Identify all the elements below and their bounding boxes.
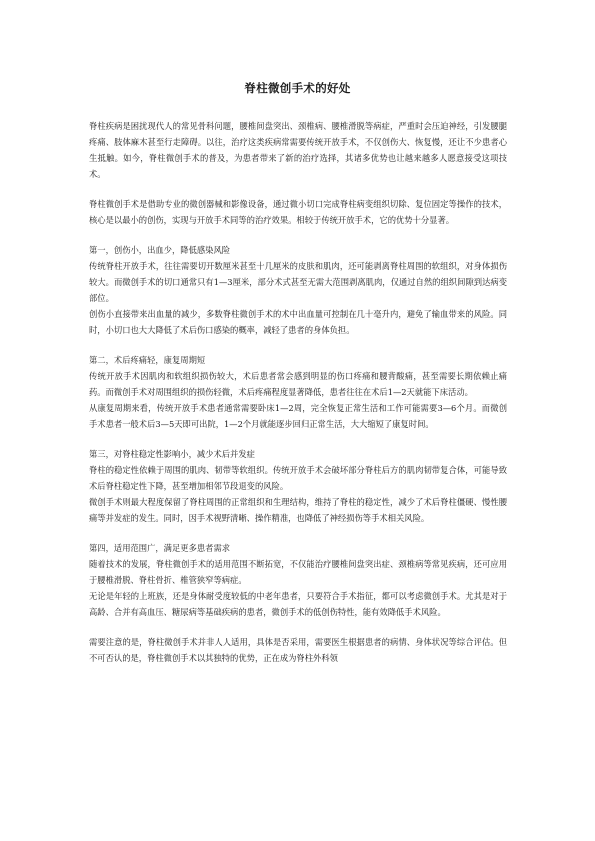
section-heading: 第四，适用范围广，满足更多患者需求 xyxy=(89,543,231,553)
document-body xyxy=(89,118,507,666)
intro-paragraph: 脊柱微创手术是借助专业的微创器械和影像设备，通过微小切口完成脊柱病变组织切除、复位固定等操作的技术，核心是以最小的创伤，实现与开放手术同等的治疗效果。相较于传统开放手术，它的优势十分显著。 xyxy=(89,199,507,225)
paragraph-gap xyxy=(89,620,507,634)
paragraph-gap xyxy=(89,182,507,196)
section-paragraph: 从康复周期来看，传统开放手术患者通常需要卧床1—2周，完全恢复正常生活和工作可能需要3—6个月。而微创手术患者一般术后3—5天即可出院，1—2个月就能逐步回归正常生活，大大缩短了康复时间。 xyxy=(89,403,507,429)
closing-paragraph: 需要注意的是，脊柱微创手术并非人人适用，具体是否采用，需要医生根据患者的病情、身体状况等综合评估。但不可否认的是，脊柱微创手术以其独特的优势，正在成为脊柱外科领 xyxy=(89,637,507,663)
paragraph-gap xyxy=(89,432,507,446)
section-paragraph: 微创手术则最大程度保留了脊柱周围的正常组织和生理结构，维持了脊柱的稳定性，减少了术后脊柱僵硬、慢性腰痛等并发症的发生。同时，因手术视野清晰、操作精准，也降低了神经损伤等手术相关风险。 xyxy=(89,497,507,523)
intro-paragraph: 脊柱疾病是困扰现代人的常见骨科问题，腰椎间盘突出、颈椎病、腰椎滑脱等病症，严重时会压迫神经，引发腰腿疼痛、肢体麻木甚至行走障碍。以往，治疗这类疾病常需要传统开放手术，不仅创伤大、恢复慢，还让不少患者心生抵触。如今，脊柱微创手术的普及，为患者带来了新的治疗选择，其诸多优势也让越来越多人愿意接受这项技术。 xyxy=(89,121,507,179)
section-paragraph: 脊柱的稳定性依赖于周围的肌肉、韧带等软组织。传统开放手术会破坏部分脊柱后方的肌肉韧带复合体，可能导致术后脊柱稳定性下降，甚至增加相邻节段退变的风险。 xyxy=(89,465,507,491)
section-heading: 第三，对脊柱稳定性影响小，减少术后并发症 xyxy=(89,449,255,459)
section-paragraph: 传统脊柱开放手术，往往需要切开数厘米甚至十几厘米的皮肤和肌肉，还可能剥离脊柱周围的软组织，对身体损伤较大。而微创手术的切口通常只有1—3厘米，部分术式甚至无需大范围剥离肌肉，仅通过自然的组织间隙到达病变部位。 xyxy=(89,261,507,303)
section-heading: 第一，创伤小，出血少，降低感染风险 xyxy=(89,245,231,255)
section-paragraph: 无论是年轻的上班族，还是身体耐受度较低的中老年患者，只要符合手术指征，都可以考虑微创手术。尤其是对于高龄、合并有高血压、糖尿病等基础疾病的患者，微创手术的低创伤特性，能有效降低手术风险。 xyxy=(89,591,507,617)
section-heading: 第二，术后疼痛轻，康复周期短 xyxy=(89,355,206,365)
section-paragraph: 传统开放手术因肌肉和软组织损伤较大，术后患者常会感到明显的伤口疼痛和腰背酸痛，甚至需要长期依赖止痛药。而微创手术对周围组织的损伤轻微，术后疼痛程度显著降低，患者往往在术后1—2天就能下床活动。 xyxy=(89,371,507,397)
section-paragraph: 随着技术的发展，脊柱微创手术的适用范围不断拓宽，不仅能治疗腰椎间盘突出症、颈椎病等常见疾病，还可应用于腰椎滑脱、脊柱骨折、椎管狭窄等病症。 xyxy=(89,559,507,585)
paragraph-gap xyxy=(89,338,507,352)
section-paragraph: 创伤小直接带来出血量的减少，多数脊柱微创手术的术中出血量可控制在几十毫升内，避免了输血带来的风险。同时，小切口也大大降低了术后伤口感染的概率，减轻了患者的身体负担。 xyxy=(89,309,507,335)
paragraph-gap xyxy=(89,526,507,540)
document-title: 脊柱微创手术的好处 xyxy=(244,81,351,95)
paragraph-gap xyxy=(89,228,507,242)
